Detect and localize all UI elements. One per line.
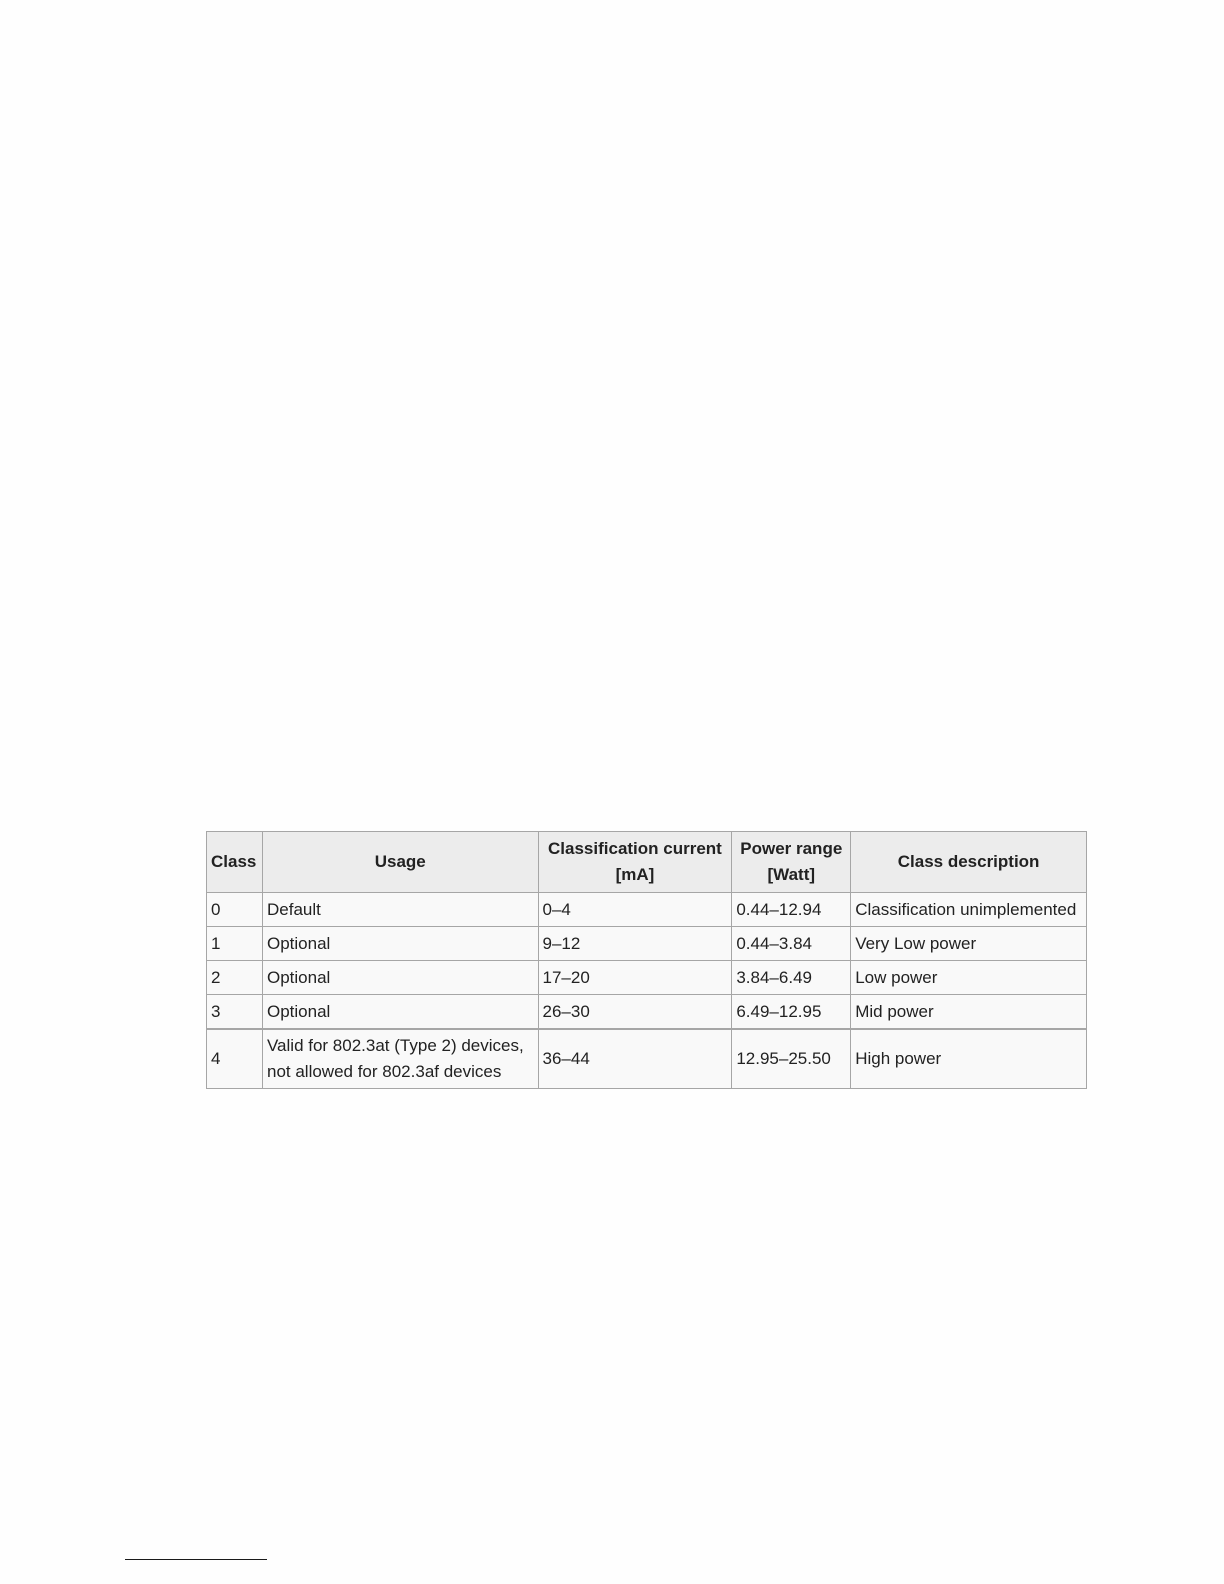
cell-class-description: Mid power: [851, 995, 1087, 1030]
cell-class-description: Low power: [851, 961, 1087, 995]
cell-usage: Default: [262, 893, 538, 927]
cell-power-range: 12.95–25.50: [732, 1029, 851, 1089]
cell-classification-current: 17–20: [538, 961, 732, 995]
cell-class: 4: [207, 1029, 263, 1089]
cell-usage: Optional: [262, 927, 538, 961]
cell-classification-current: 26–30: [538, 995, 732, 1030]
cell-class-description: Classification unimplemented: [851, 893, 1087, 927]
table-row: [207, 961, 1087, 995]
cell-power-range: 0.44–3.84: [732, 927, 851, 961]
header-classification-current: Classification current [mA]: [538, 832, 732, 893]
table-row: [207, 927, 1087, 961]
cell-power-range: 0.44–12.94: [732, 893, 851, 927]
table-header-row: [207, 832, 1087, 893]
cell-usage: Valid for 802.3at (Type 2) devices, not allowed for 802.3af devices: [262, 1029, 538, 1089]
cell-class: 1: [207, 927, 263, 961]
cell-class-description: High power: [851, 1029, 1087, 1089]
cell-usage: Optional: [262, 961, 538, 995]
header-class: Class: [207, 832, 263, 893]
cell-classification-current: 0–4: [538, 893, 732, 927]
header-class-description: Class description: [851, 832, 1087, 893]
cell-power-range: 6.49–12.95: [732, 995, 851, 1030]
table-row: [207, 893, 1087, 927]
cell-class-description: Very Low power: [851, 927, 1087, 961]
cell-classification-current: 9–12: [538, 927, 732, 961]
header-power-range: Power range [Watt]: [732, 832, 851, 893]
poe-class-table: [206, 831, 1087, 1089]
cell-classification-current: 36–44: [538, 1029, 732, 1089]
cell-class: 2: [207, 961, 263, 995]
cell-class: 3: [207, 995, 263, 1030]
cell-class: 0: [207, 893, 263, 927]
header-usage: Usage: [262, 832, 538, 893]
cell-power-range: 3.84–6.49: [732, 961, 851, 995]
footnote-separator: [125, 1559, 267, 1560]
cell-usage: Optional: [262, 995, 538, 1030]
table-row: [207, 995, 1087, 1030]
table-row: [207, 1029, 1087, 1089]
